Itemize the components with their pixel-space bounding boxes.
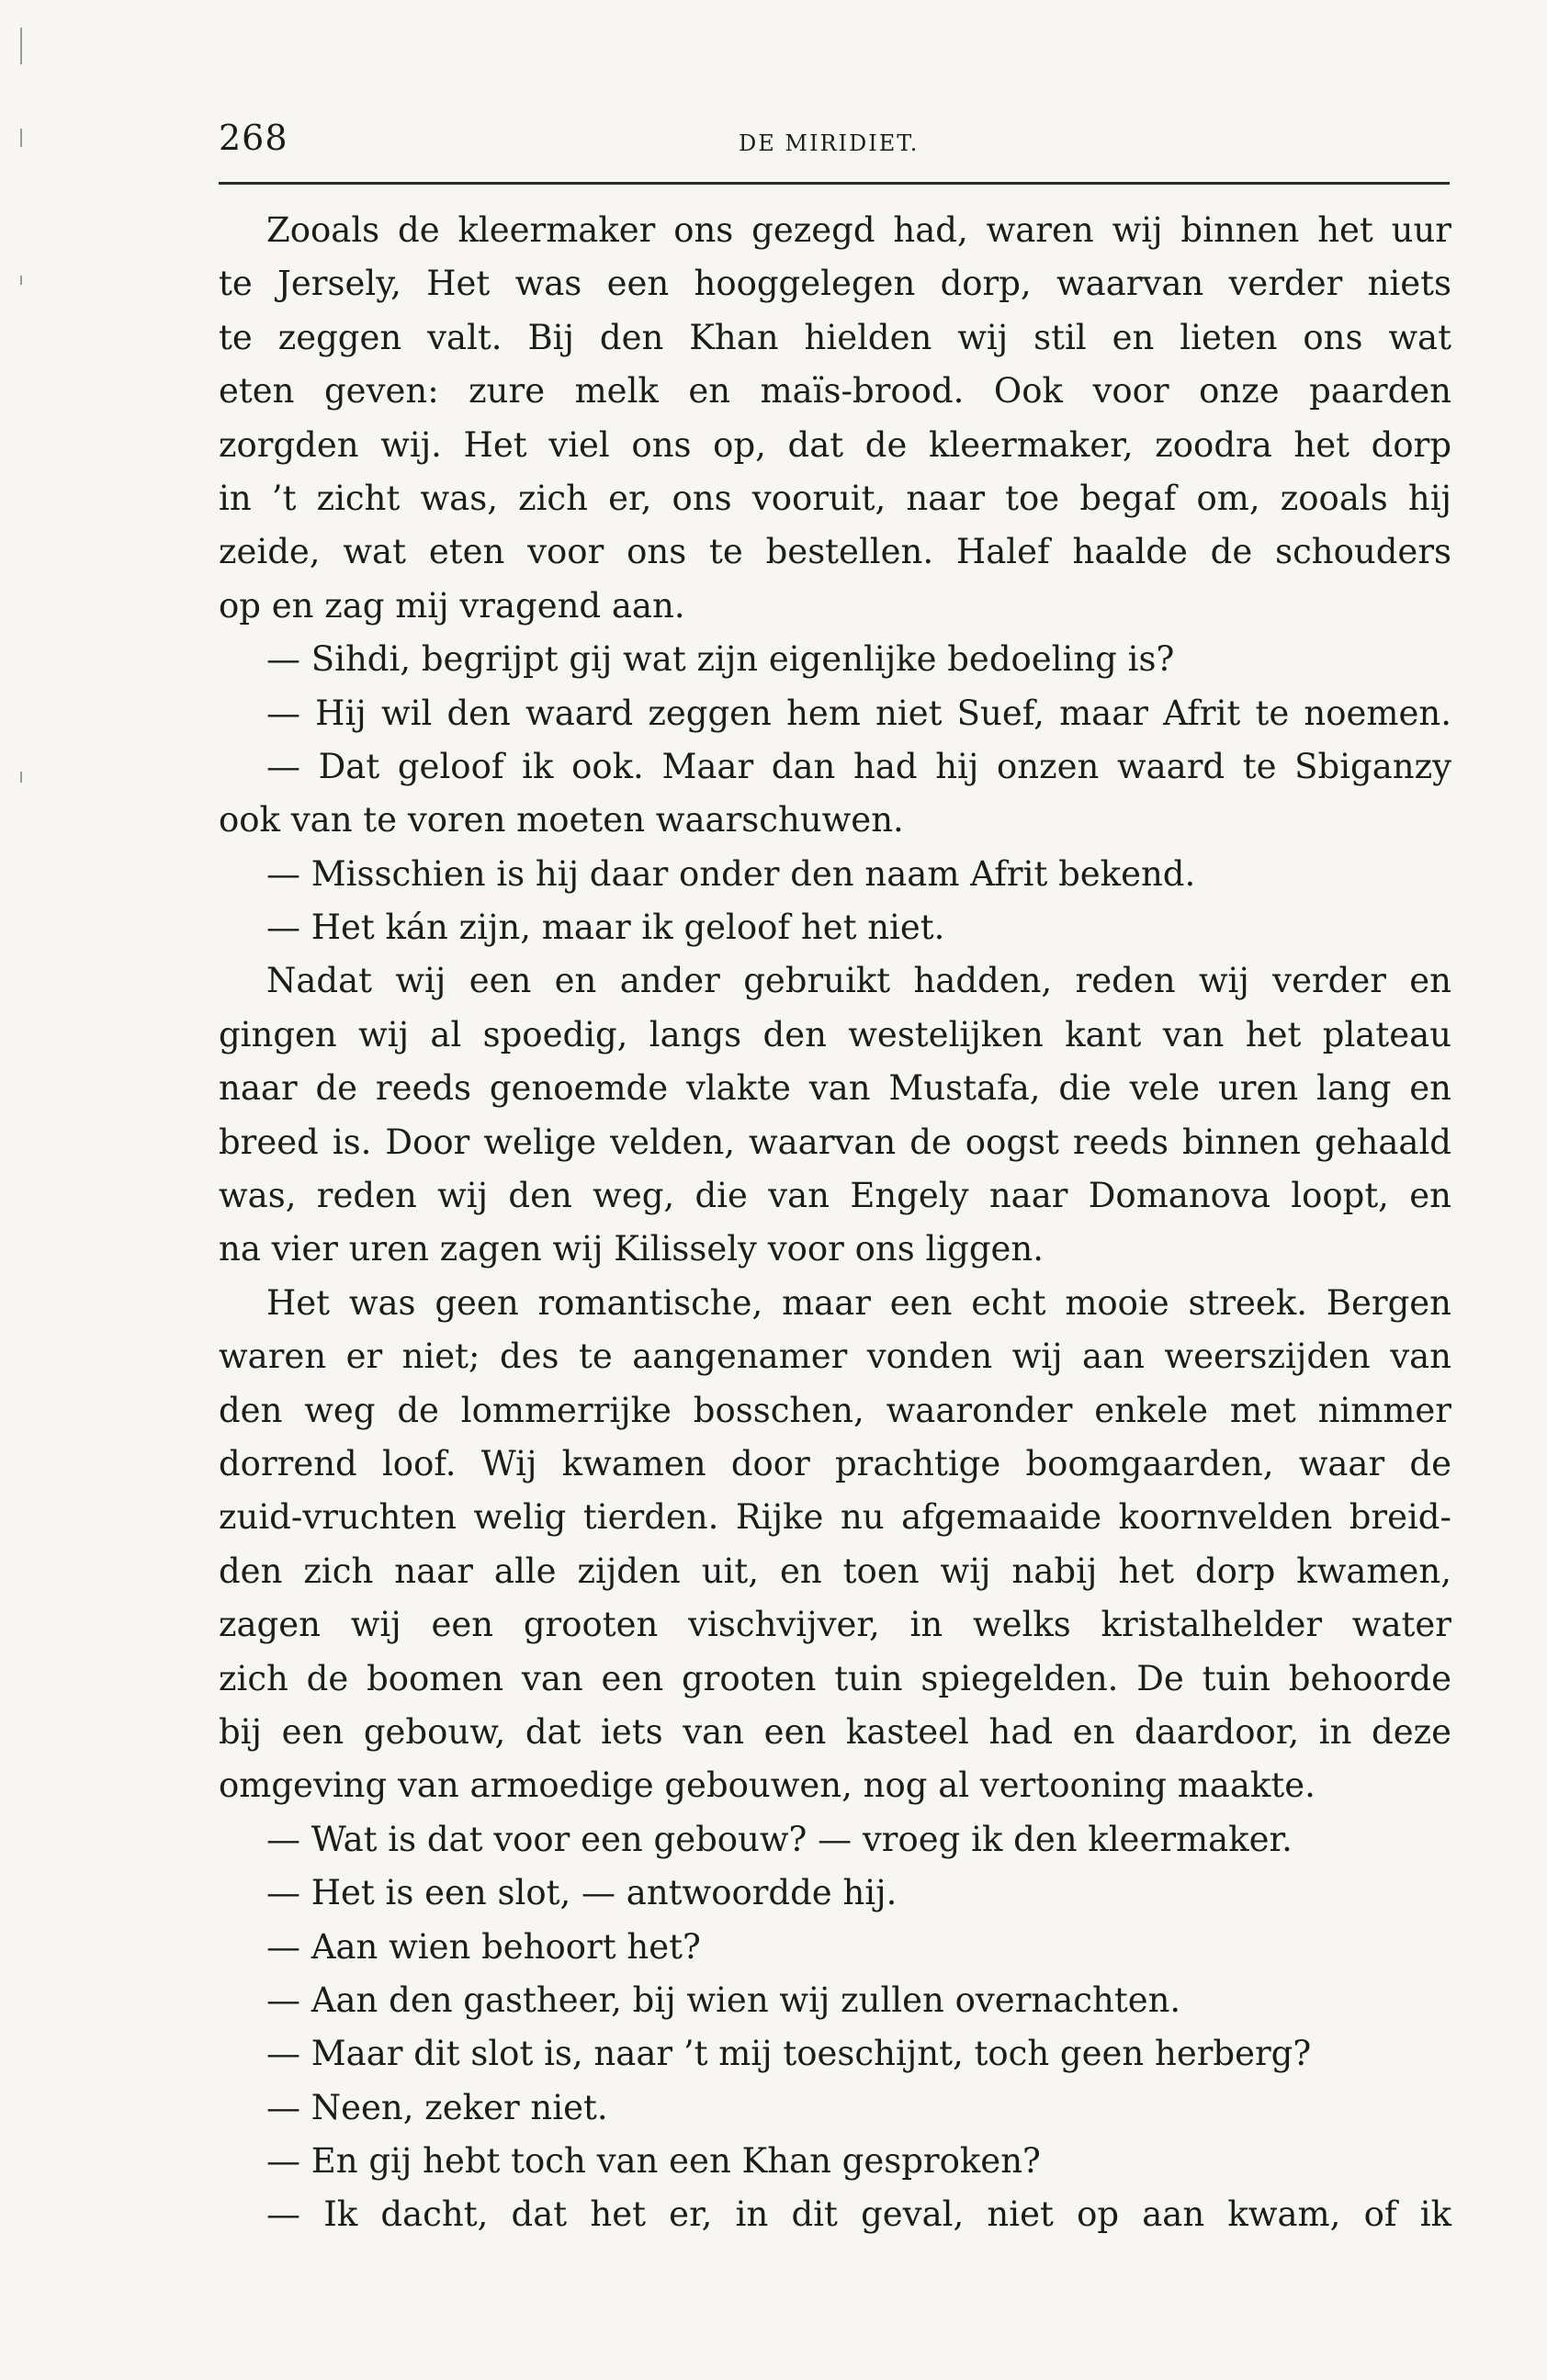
text-line: te zeggen valt. Bij den Khan hielden wij stil en lieten ons wat bbox=[219, 317, 1451, 357]
body-text bbox=[219, 204, 1451, 2242]
running-title: DE MIRIDIET. bbox=[739, 130, 920, 156]
text-line: ook van te voren moeten waarschuwen. bbox=[219, 800, 904, 840]
text-line: waren er niet; des te aangenamer vonden wij aan weerszijden van bbox=[219, 1337, 1451, 1377]
text-line: naar de reeds genoemde vlakte van Mustafa, die vele uren lang en bbox=[219, 1068, 1451, 1109]
text-line: — Hij wil den waard zeggen hem niet Suef, maar Afrit te noemen. bbox=[266, 693, 1451, 733]
text-line: den zich naar alle zijden uit, en toen wij nabij het dorp kwamen, bbox=[219, 1551, 1451, 1591]
text-line: te Jersely, Het was een hooggelegen dorp, waarvan verder niets bbox=[219, 264, 1451, 304]
text-line: dorrend loof. Wij kwamen door prachtige boomgaarden, waar de bbox=[219, 1443, 1451, 1483]
text-line: — En gij hebt toch van een Khan gesproken? bbox=[266, 2141, 1041, 2182]
text-line: den weg de lommerrijke bosschen, waaronder enkele met nimmer bbox=[219, 1390, 1451, 1430]
text-line: gingen wij al spoedig, langs den westelijken kant van het plateau bbox=[219, 1014, 1451, 1055]
text-line: eten geven: zure melk en maïs-brood. Ook voor onze paarden bbox=[219, 371, 1451, 412]
text-line: omgeving van armoedige gebouwen, nog al vertooning maakte. bbox=[219, 1765, 1316, 1806]
text-line: — Misschien is hij daar onder den naam Afrit bekend. bbox=[266, 853, 1196, 894]
text-line: zorgden wij. Het viel ons op, dat de kleermaker, zoodra het dorp bbox=[219, 424, 1451, 465]
text-line: Zooals de kleermaker ons gezegd had, waren wij binnen het uur bbox=[266, 210, 1451, 250]
running-head bbox=[219, 118, 1451, 173]
page-number: 268 bbox=[219, 118, 288, 158]
text-line: Het was geen romantische, maar een echt mooie streek. Bergen bbox=[266, 1282, 1451, 1323]
text-line: — Sihdi, begrijpt gij wat zijn eigenlijke bedoeling is? bbox=[266, 639, 1175, 680]
text-line: — Het kán zijn, maar ik geloof het niet. bbox=[266, 908, 945, 948]
text-line: zagen wij een grooten vischvijver, in welks kristalhelder water bbox=[219, 1605, 1451, 1645]
text-line: — Maar dit slot is, naar ’t mij toeschijnt, toch geen herberg? bbox=[266, 2034, 1312, 2074]
text-line: — Dat geloof ik ook. Maar dan had hij onzen waard te Sbiganzy bbox=[266, 746, 1451, 786]
text-line: — Ik dacht, dat het er, in dit geval, niet op aan kwam, of ik bbox=[266, 2194, 1451, 2235]
text-line: — Het is een slot, — antwoordde hij. bbox=[266, 1873, 898, 1913]
text-line: in ’t zicht was, zich er, ons vooruit, naar toe begaf om, zooals hij bbox=[219, 478, 1451, 518]
text-line: na vier uren zagen wij Kilissely voor ons liggen. bbox=[219, 1229, 1044, 1269]
text-line: zich de boomen van een grooten tuin spiegelden. De tuin behoorde bbox=[219, 1658, 1451, 1698]
text-line: — Wat is dat voor een gebouw? — vroeg ik den kleermaker. bbox=[266, 1819, 1293, 1859]
text-line: zeide, wat eten voor ons te bestellen. Halef haalde de schouders bbox=[219, 532, 1451, 572]
text-line: zuid-vruchten welig tierden. Rijke nu afgemaaide koornvelden breid- bbox=[219, 1497, 1451, 1538]
text-line: — Neen, zeker niet. bbox=[266, 2087, 608, 2127]
scan-margin-marks bbox=[0, 0, 37, 2380]
text-line: was, reden wij den weg, die van Engely naar Domanova loopt, en bbox=[219, 1176, 1451, 1216]
text-line: op en zag mij vragend aan. bbox=[219, 585, 685, 626]
text-line: — Aan den gastheer, bij wien wij zullen overnachten. bbox=[266, 1980, 1181, 2020]
text-line: Nadat wij een en ander gebruikt hadden, reden wij verder en bbox=[266, 961, 1451, 1001]
text-line: breed is. Door welige velden, waarvan de oogst reeds binnen gehaald bbox=[219, 1122, 1451, 1162]
text-line: bij een gebouw, dat iets van een kasteel had en daardoor, in deze bbox=[219, 1711, 1451, 1752]
header-rule bbox=[219, 182, 1450, 185]
text-line: — Aan wien behoort het? bbox=[266, 1926, 701, 1967]
